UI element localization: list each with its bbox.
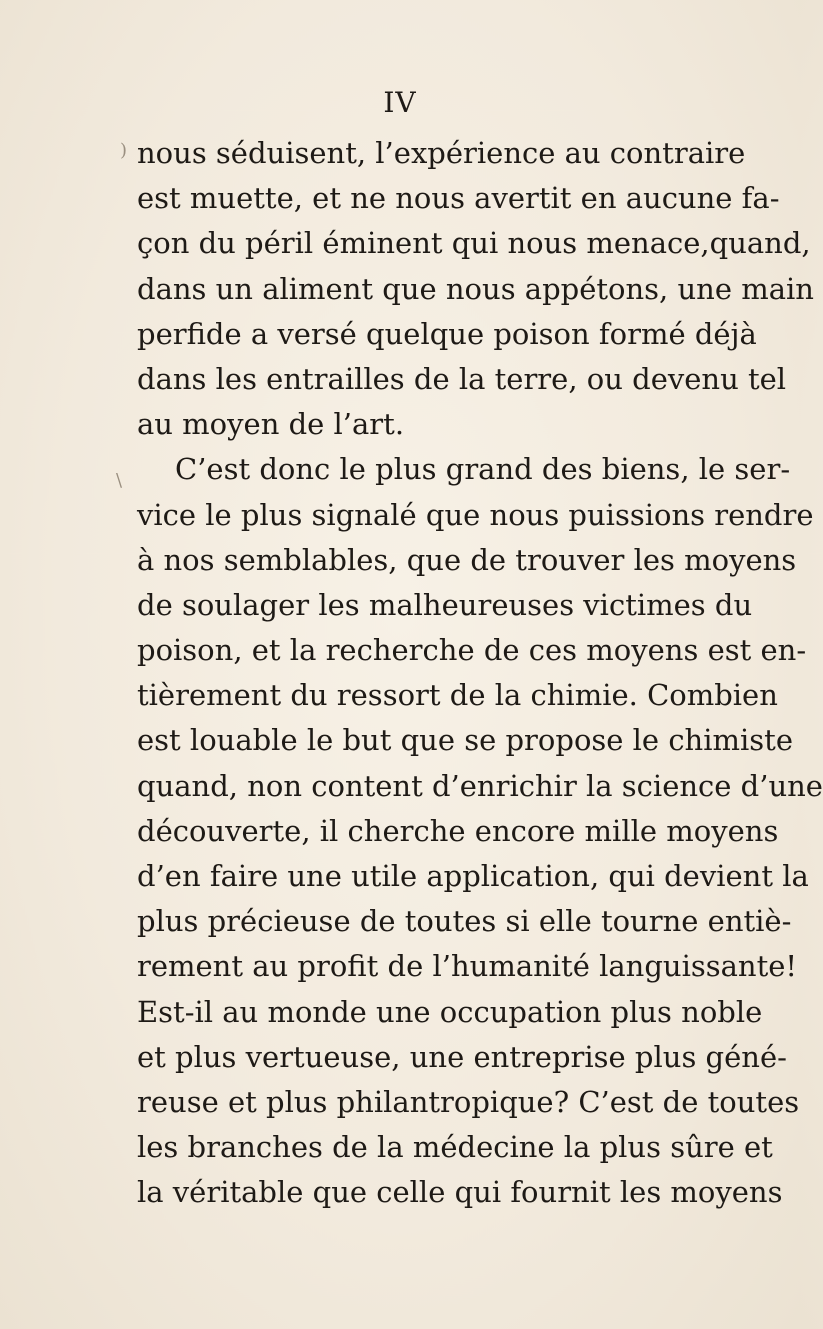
page-number: IV <box>383 86 417 119</box>
margin-speck: \ <box>116 470 123 491</box>
text-line: et plus vertueuse, une entreprise plus géné- <box>137 1039 787 1074</box>
text-line: à nos semblables, que de trouver les moyens <box>137 542 797 577</box>
text-line: la véritable que celle qui fournit les moyens <box>137 1175 783 1210</box>
text-line: les branches de la médecine la plus sûre et <box>137 1130 773 1165</box>
text-line: poison, et la recherche de ces moyens est en- <box>137 633 807 668</box>
text-line: vice le plus signalé que nous puissions rendre <box>137 497 814 532</box>
text-line: d’en faire une utile application, qui devient la <box>137 859 809 893</box>
text-line: découverte, il cherche encore mille moyens <box>137 813 779 848</box>
body-text <box>137 131 823 1216</box>
text-line: rement au profit de l’humanité languissante! <box>137 949 798 984</box>
text-line: Est-il au monde une occupation plus noble <box>137 994 763 1029</box>
text-line: nous séduisent, l’expérience au contraire <box>137 136 746 170</box>
text-line-paragraph-start: C’est donc le plus grand des biens, le ser- <box>175 452 791 487</box>
margin-speck: ) <box>120 140 128 161</box>
text-line: reuse et plus philantropique? C’est de toutes <box>137 1084 800 1119</box>
text-line: quand, non content d’enrichir la science d’une <box>137 768 823 803</box>
text-line: perfide a versé quelque poison formé déjà <box>137 316 757 351</box>
text-line: dans les entrailles de la terre, ou devenu tel <box>137 361 787 396</box>
text-line: çon du péril éminent qui nous menace,quand, <box>137 226 811 261</box>
text-line: tièrement du ressort de la chimie. Combien <box>137 678 778 713</box>
text-line-paragraph-end: au moyen de l’art. <box>137 407 405 442</box>
text-line: dans un aliment que nous appétons, une main <box>137 271 814 306</box>
text-line: est muette, et ne nous avertit en aucune fa- <box>137 181 780 216</box>
text-line: de soulager les malheureuses victimes du <box>137 587 753 622</box>
text-line: plus précieuse de toutes si elle tourne entiè- <box>137 904 792 939</box>
text-line: est louable le but que se propose le chimiste <box>137 723 793 758</box>
